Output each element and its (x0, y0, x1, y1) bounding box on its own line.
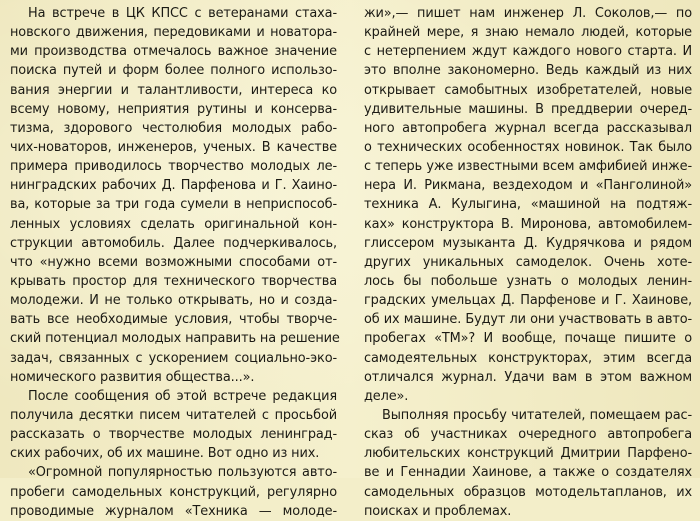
text-line: самодельных образцов мотодельтапланов, их (364, 484, 692, 500)
text-line: тизма, здорового честолюбия молодых рабо- (10, 120, 337, 136)
text-line: ский потенциал молодых направить на решение (10, 331, 340, 347)
paragraph (10, 4, 340, 387)
text-line: пробегах «ТМ»? И вообще, почаще пишите о (364, 331, 692, 347)
text-line: это вполне закономерно. Ведь каждый из них (364, 63, 692, 79)
paragraph (364, 4, 692, 406)
paragraph (364, 406, 692, 521)
text-line: любительских конструкций Дмитрии Парфено- (364, 446, 692, 462)
text-line: После сообщения об этой встрече редакция (28, 388, 337, 404)
text-line: с теперь уже известными всем амфибией инже- (364, 159, 692, 175)
text-line: жи»,— пишет нам инженер Л. Соколов,— по (364, 6, 692, 21)
text-line: поиска путей и форм более полного использо- (10, 63, 337, 79)
paragraph (10, 387, 337, 464)
text-line: примера приводилось творчество молодых ле- (10, 159, 337, 175)
text-line: ва, которые за три года сумели в неприспособ- (10, 197, 337, 213)
text-line: вания энергии и талантливости, интереса ко (10, 82, 337, 98)
text-line: ве и Геннадии Хаинове, а также о создателях (364, 465, 692, 481)
text-line: номического развития общества...». (10, 369, 255, 385)
text-line: Выполняя просьбу читателей, помещаем рас- (382, 407, 692, 423)
text-line: других уникальных самоделок. Очень хоте- (364, 254, 692, 270)
text-line: ного автопробега журнал всегда рассказывал (364, 120, 692, 136)
text-line: глиссером музыканта Д. Кудрячкова и рядом (364, 235, 692, 251)
paragraph (10, 463, 337, 520)
text-line: вать все необходимые условия, чтобы творче- (10, 312, 337, 328)
text-line: «Огромной популярностью пользуются авто- (28, 465, 337, 481)
text-line: поисках и проблемах. (364, 503, 512, 519)
text-line: с нетерпением ждут каждого нового старта. И (364, 44, 692, 60)
text-line: ских рабочих, об их машине. Вот одно из них. (10, 446, 320, 462)
text-line: крайней мере, я знаю немало людей, которые (364, 25, 692, 41)
left-column (10, 4, 340, 521)
text-line: пробеги самодельных конструкций, регулярно (10, 484, 337, 500)
text-line: самодеятельных конструкторах, этим всегда (364, 350, 692, 366)
text-line: струкции автомобиль. Далее подчеркивалось, (10, 235, 337, 251)
text-line: ках» конструктора В. Миронова, автомобилем- (364, 216, 692, 232)
text-line: новского движения, передовиками и новатора- (10, 25, 337, 41)
text-line: удивительные машины. В преддверии очеред- (364, 101, 692, 117)
text-line: об их машине. Будут ли они участвовать в авто- (364, 312, 692, 328)
text-line: На встрече в ЦК КПСС с ветеранами стаха- (28, 6, 337, 21)
text-line: открывает самобытных изобретателей, новые (364, 82, 692, 98)
text-line: задач, связанных с ускорением социально-эко- (10, 350, 337, 366)
text-line: техника А. Кулыгина, «машиной на подтяж- (364, 197, 692, 213)
text-line: рассказать о творчестве молодых ленинград- (10, 427, 337, 443)
text-line: чих-новаторов, инженеров, ученых. В качестве (10, 139, 337, 155)
text-line: получила десятки писем читателей с просьбой (10, 407, 337, 423)
text-line: сказ об участниках очередного автопробега (364, 427, 692, 443)
text-line: молодежи. И не только открывать, но и созда- (10, 293, 337, 309)
text-line: нинградских рабочих Д. Парфенова и Г. Хаино- (10, 178, 337, 194)
text-line: отличался журнал. Удачи вам в этом важном (364, 369, 692, 385)
text-line: деле». (364, 388, 409, 404)
text-line: ленных условиях сделать оригинальной кон- (10, 216, 337, 232)
text-line: градских умельцах Д. Парфенове и Г. Хаинове, (364, 293, 692, 309)
text-line: всему новому, неприятия рутины и консерва- (10, 101, 337, 117)
text-line: нера И. Рикмана, вездеходом и «Панголиной» (364, 178, 692, 194)
text-line: ми производства отмечалось важное значение (10, 44, 337, 60)
right-column (364, 4, 692, 521)
text-line: о технических особенностях новинок. Так было (364, 139, 692, 155)
text-line: лось бы побольше узнать о молодых ленин- (364, 273, 692, 289)
text-line: что «нужно всеми возможными способами от- (10, 254, 337, 270)
text-line: проводимые журналом «Техника — молоде- (10, 503, 337, 519)
text-line: крывать простор для технического творчества (10, 273, 337, 289)
